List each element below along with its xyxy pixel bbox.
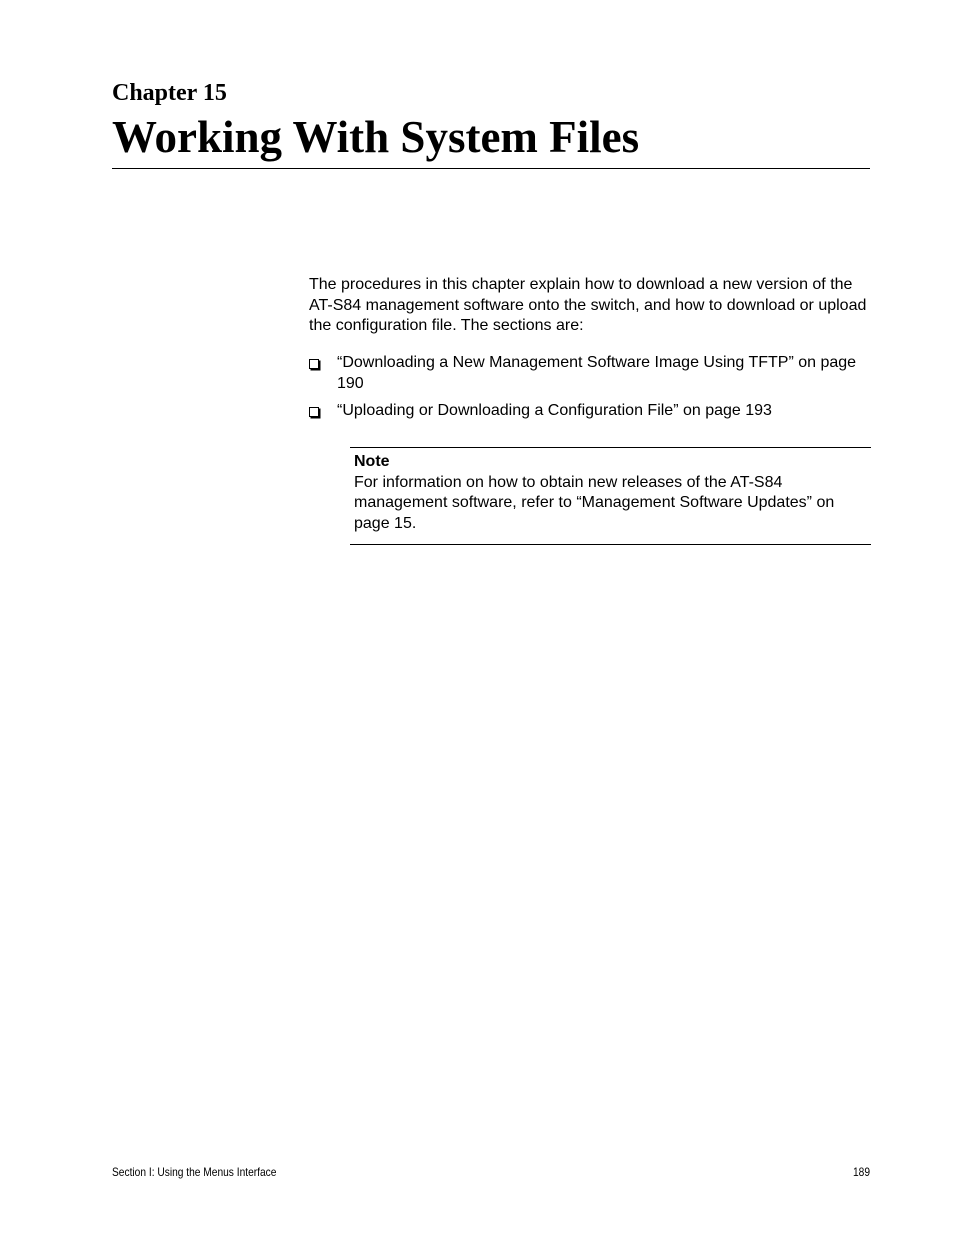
footer-section-name: Section I: Using the Menus Interface [112,1165,277,1179]
chapter-label: Chapter 15 [112,80,227,106]
section-list [309,353,874,429]
list-item [309,401,874,422]
checkbox-bullet-icon [309,359,319,369]
list-item [309,353,874,394]
footer-page-number: 189 [852,1165,870,1179]
intro-paragraph: The procedures in this chapter explain how to download a new version of the AT-S84 management software onto the switch, and how to download or upload the configuration file. The sections are: [309,276,867,334]
checkbox-bullet-icon [309,407,319,417]
note-title: Note [354,453,390,470]
list-item-text: “Uploading or Downloading a Configuration File” on page 193 [337,402,772,419]
title-divider [112,168,870,169]
note-box [350,447,871,545]
note-text: For information on how to obtain new releases of the AT-S84 management software, refer to “Management Software Updates” on page 15. [354,473,835,532]
chapter-title: Working With System Files [112,112,640,162]
list-item-text: “Downloading a New Management Software Image Using TFTP” on page 190 [337,354,857,392]
